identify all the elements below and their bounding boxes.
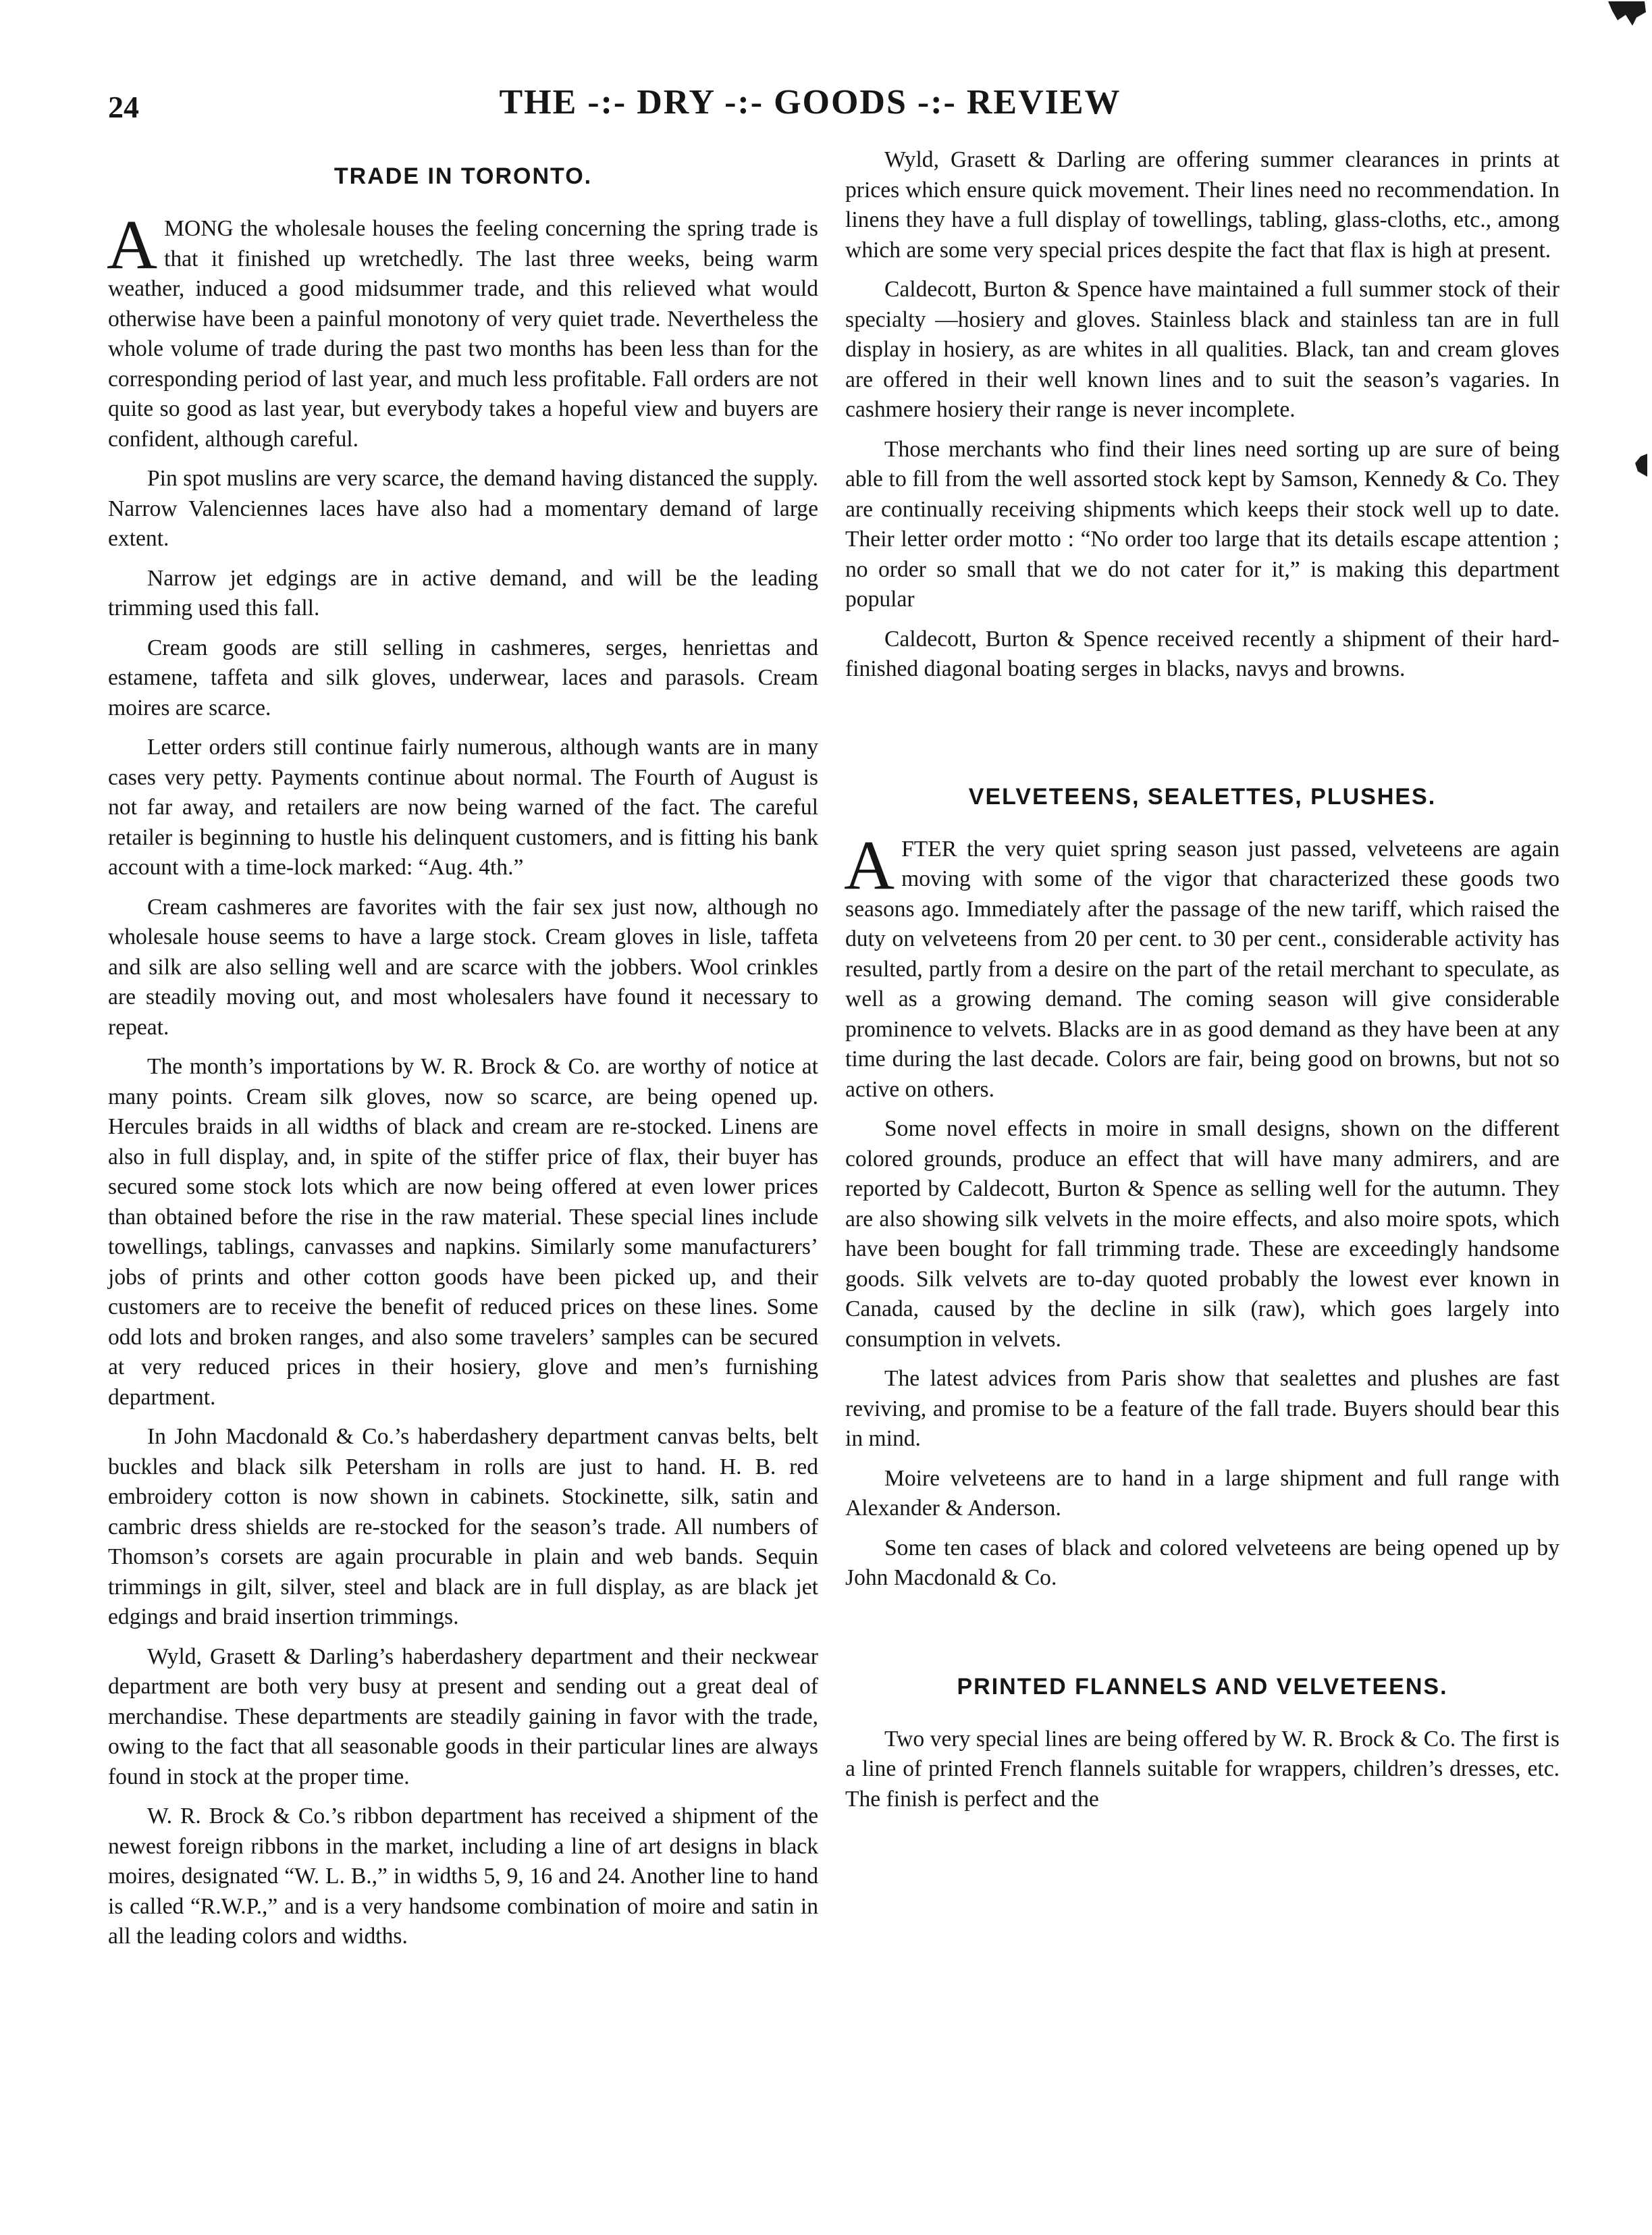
paragraph-paris-advices: The latest advices from Paris show that sealettes and plushes are fast reviving, and promise to be a feature of the fall trade. Buyers should bear this in mind.: [845, 1366, 1560, 1451]
drop-cap: A: [107, 206, 158, 284]
paragraph-ten-cases: Some ten cases of black and colored velveteens are being opened up by John Macdonald & Co.: [845, 1535, 1560, 1590]
lead-paragraph-velveteens: [844, 826, 1560, 1105]
scan-edge-mark: [1605, 0, 1647, 27]
lead-paragraph: [107, 206, 818, 454]
headline-printed-flannels: PRINTED FLANNELS AND VELVETEENS.: [957, 1673, 1448, 1700]
headline-trade-in-toronto: TRADE IN TORONTO.: [334, 163, 593, 189]
lead-smallcaps: MONG: [164, 216, 234, 241]
lead-text: the wholesale houses the feeling concerning the spring trade is that it finished up wretchedly. The last three weeks, being warm weather, induced a good midsummer trade, and this relieved what would otherwise have been a painful monotony of very quiet trade. Nevertheless the whole volume of trade during the past two months has been less than for the corresponding period of last year, and much less profitable. Fall orders are not quite so good as last year, but everybody takes a hopeful view and buyers are confident, although careful.: [108, 216, 818, 452]
brock-ribbon-text: W. R. Brock & Co.’s ribbon department has received a shipment of the newest foreign ribbons in the market, including a line of art designs in black moires, designated “W. L. B.,” in widths 5, 9, 16 and 24. Another line to hand is called “R.W.P.,” and is a very handsome combination of moire and satin in all the leading colors and widths.: [108, 1804, 818, 1949]
paragraph-samson-kennedy: Those merchants who find their lines need sorting up are sure of being able to fill from the well assorted stock kept by Samson, Kennedy & Co. They are continually receiving shipments which keeps their stock well up to date. Their letter order motto : “No order too large that its details escape attention ; no order so small that we do not cater for it,” is making this department popular: [845, 436, 1560, 612]
lead-smallcaps-velveteens: FTER: [901, 836, 957, 862]
paragraph-brock-ribbon: [108, 1802, 818, 1952]
headline-velveteens: VELVETEENS, SEALETTES, PLUSHES.: [968, 783, 1437, 810]
article-printed-flannels: [845, 1672, 1560, 1815]
paragraph-brock-importations: The month’s importations by W. R. Brock & Co. are worthy of notice at many points. Cream silk gloves, now so scarce, are being opened up. Hercules braids in all widths of black and cream are re-stocked. Linens are also in full display, and, in spite of the stiffer price of flax, their buyer has secured some stock lots which are now being offered at even lower prices than obtained before the rise in the raw material. These special lines include towellings, tablings, canvasses and napkins. Similarly some manufacturers’ jobs of prints and other cotton goods have been picked up, and their customers are to receive the benefit of reduced prices on these lines. Some odd lots and broken ranges, and also some travelers’ samples can be secured at very reduced prices in their hosiery, glove and men’s furnishing department.: [108, 1054, 818, 1410]
paragraph-cream-cashmeres: Cream cashmeres are favorites with the fair sex just now, although no wholesale house seems to have a large stock. Cream gloves in lisle, taffeta and silk are also selling well and are scarce with the jobbers. Wool crinkles are steadily moving out, and most wholesalers have found it necessary to repeat.: [108, 894, 818, 1040]
paragraph-pin-spot: Pin spot muslins are very scarce, the demand having distanced the supply. Narrow Valenciennes laces have also had a momentary demand of large extent.: [108, 466, 818, 551]
paragraph-caldecott-hosiery: Caldecott, Burton & Spence have maintained a full summer stock of their specialty —hosiery and gloves. Stainless black and stainless tan are in full display in hosiery, as are whites in all qualities. Black, tan and cream gloves are offered in their well known lines and to suit the season’s vagaries. In cashmere hosiery their range is never incomplete.: [845, 277, 1560, 422]
masthead: THE -:- DRY -:- GOODS -:- REVIEW: [499, 83, 1121, 122]
paragraph-moire-effects: Some novel effects in moire in small designs, shown on the different colored grounds, produce an effect that will have many admirers, and are reported by Caldecott, Burton & Spence as selling well for the autumn. They are also showing silk velvets in the moire effects, and also moire spots, which have been bought for fall trimming trade. These are exceedingly handsome goods. Silk velvets are to-day quoted probably the lowest ever known in Canada, caused by the decline in silk (raw), which goes largely into consumption in velvets.: [845, 1116, 1560, 1352]
paragraph-wyld-clearances: Wyld, Grasett & Darling are offering summer clearances in prints at prices which ensure quick movement. Their lines need no recommendation. In linens they have a full display of towellings, tabling, glass-cloths, etc., among which are some very special prices despite the fact that flax is high at present.: [845, 147, 1560, 263]
paragraph-cream-goods: Cream goods are still selling in cashmeres, serges, henriettas and estamene, taffeta and silk gloves, underwear, laces and parasols. Cream moires are scarce.: [108, 635, 818, 720]
paragraph-wyld-haberdashery: Wyld, Grasett & Darling’s haberdashery department and their neckwear department are both very busy at present and sending out a great deal of merchandise. These departments are steadily gaining in favor with the trade, owing to the fact that all seasonable goods in their particular lines are always found in stock at the proper time.: [108, 1644, 818, 1789]
article-velveteens: [845, 782, 1560, 1594]
paragraph-letter-orders: Letter orders still continue fairly numerous, although wants are in many cases very petty. Payments continue about normal. The Fourth of August is not far away, and retailers are now being warned of the fact. The careful retailer is beginning to hustle his delinquent customers, and is fitting his bank account with a time-lock marked: “Aug. 4th.”: [108, 735, 818, 880]
right-column: [845, 145, 1560, 1824]
lead-text-velveteens: the very quiet spring season just passed, velveteens are again moving with some of the vigor that characterized these goods two seasons ago. Immediately after the passage of the new tariff, which raised the duty on velveteens from 20 per cent. to 30 per cent., considerable activity has resulted, partly from a desire on the part of the retail merchant to speculate, as well as a growing demand. The coming season will give considerable prominence to velvets. Blacks are in as good demand as they have been at any time during the last decade. Colors are fair, being good on browns, but not so active on others.: [845, 836, 1560, 1102]
paragraph-caldecott-serges: Caldecott, Burton & Spence received recently a shipment of their hard-finished diagonal boating serges in blacks, navys and browns.: [845, 626, 1560, 681]
paragraph-macdonald-haberdashery: In John Macdonald & Co.’s haberdashery department canvas belts, belt buckles and black silk Petersham in rolls are just to hand. H. B. red embroidery cotton is now shown in cabinets. Stockinette, silk, satin and cambric dress shields are re-stocked for the season’s trade. All numbers of Thomson’s corsets are again procurable in plain and web bands. Sequin trimmings in gilt, silver, steel and black are in full display, as are black jet edgings and braid insertion trimmings.: [108, 1424, 818, 1629]
paragraph-moire-velveteens: Moire velveteens are to hand in a large shipment and full range with Alexander & Anderson.: [845, 1465, 1560, 1521]
drop-cap-velveteens: A: [844, 826, 895, 904]
article-trade-in-toronto: [108, 161, 818, 1952]
scan-edge-mark: [1635, 454, 1647, 477]
page-number: 24: [108, 90, 139, 124]
left-column: [108, 145, 818, 1962]
paragraph-two-special-lines: Two very special lines are being offered by W. R. Brock & Co. The first is a line of printed French flannels suitable for wrappers, children’s dresses, etc. The finish is perfect and the: [845, 1726, 1560, 1812]
paragraph-jet-edgings: Narrow jet edgings are in active demand, and will be the leading trimming used this fall.: [108, 565, 818, 621]
